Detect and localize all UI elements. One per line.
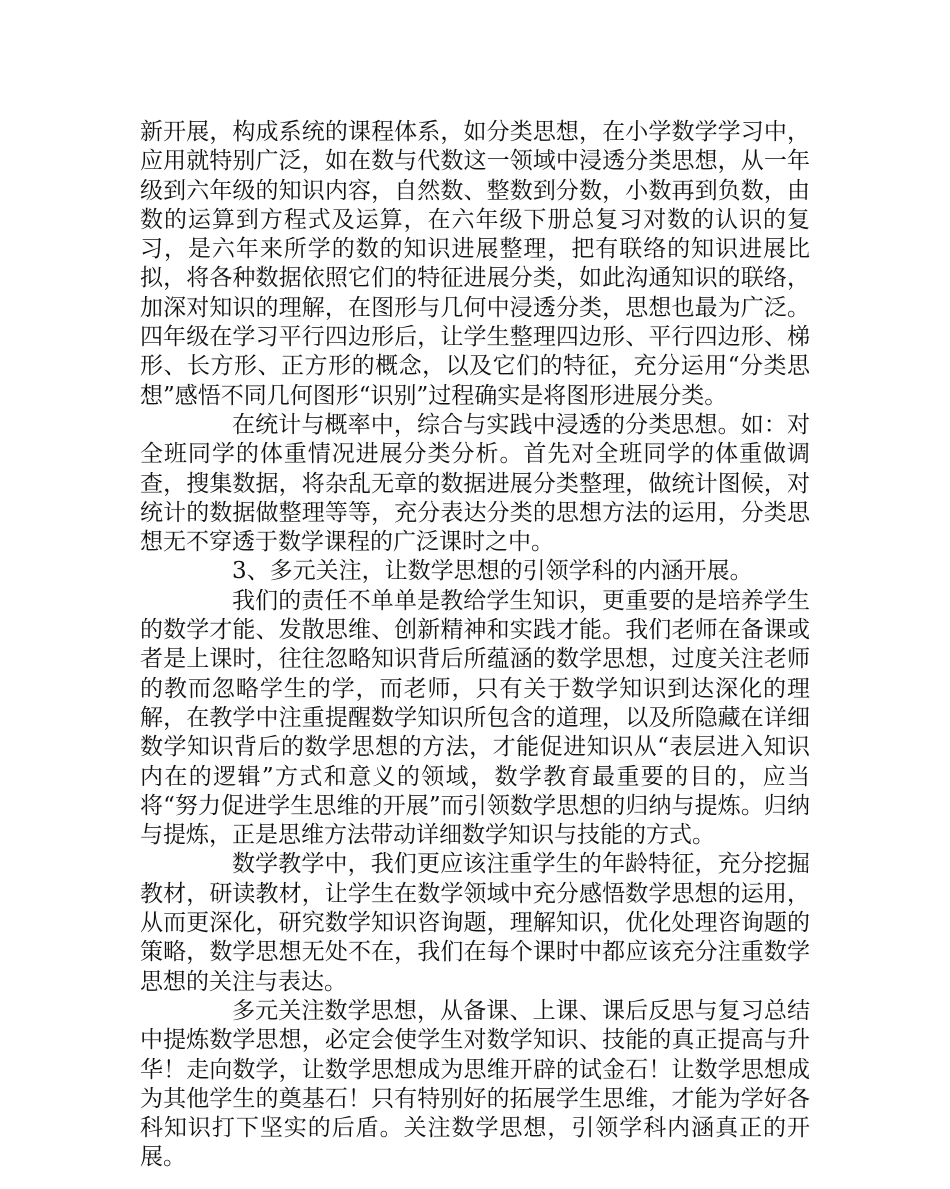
paragraph-continuation: 新开展，构成系统的课程体系，如分类思想，在小学数学学习中，应用就特别广泛，如在数与代数这一领域中浸透分类思想，从一年级到六年级的知识内容，自然数、整数到分数，小数再到负数，由数的运算到方程式及运算，在六年级下册总复习对数的认识的复习，是六年来所学的数的知识进展整理，把有联络的知识进展比拟，将各种数据依照它们的特征进展分类，如此沟通知识的联络，加深对知识的理解，在图形与几何中浸透分类，思想也最为广泛。四年级在学习平行四边形后，让学生整理四边形、平行四边形、梯形、长方形、正方形的概念，以及它们的特征，充分运用“分类思想”感悟不同几何图形“识别”过程确实是将图形进展分类。 [140, 119, 810, 409]
paragraph-conclusion: 多元关注数学思想，从备课、上课、课后反思与复习总结中提炼数学思想，必定会使学生对数学知识、技能的真正提高与升华！走向数学，让数学思想成为思维开辟的试金石！让数学思想成为其他学生的奠基石！只有特别好的拓展学生思维，才能为学好各科知识打下坚实的后盾。关注数学思想，引领学科内涵真正的开展。 [140, 997, 810, 1171]
document-body [140, 118, 810, 1173]
section-heading: 3、多元关注，让数学思想的引领学科的内涵开展。 [232, 558, 753, 585]
paragraph-teaching: 数学教学中，我们更应该注重学生的年龄特征，充分挖掘教材，研读教材，让学生在数学领域中充分感悟数学思想的运用，从而更深化，研究数学知识咨询题，理解知识，优化处理咨询题的策略，数学思想无处不在，我们在每个课时中都应该充分注重数学思想的关注与表达。 [140, 851, 810, 995]
paragraph-statistics: 在统计与概率中，综合与实践中浸透的分类思想。如：对全班同学的体重情况进展分类分析。首先对全班同学的体重做调查，搜集数据，将杂乱无章的数据进展分类整理，做统计图候，对统计的数据做整理等等，充分表达分类的思想方法的运用，分类思想无不穿透于数学课程的广泛课时之中。 [140, 411, 810, 556]
paragraph-responsibility: 我们的责任不单单是教给学生知识，更重要的是培养学生的数学才能、发散思维、创新精神和实践才能。我们老师在备课或者是上课时，往往忽略知识背后所蕴涵的数学思想，过度关注老师的教而忽略学生的学，而老师，只有关于数学知识到达深化的理解，在教学中注重提醒数学知识所包含的道理，以及所隐藏在详细数学知识背后的数学思想的方法，才能促进知识从“表层进入知识内在的逻辑”方式和意义的领域，数学教育最重要的目的，应当将“努力促进学生思维的开展”而引领数学思想的归纳与提炼。归纳与提炼，正是思维方法带动详细数学知识与技能的方式。 [140, 587, 810, 849]
